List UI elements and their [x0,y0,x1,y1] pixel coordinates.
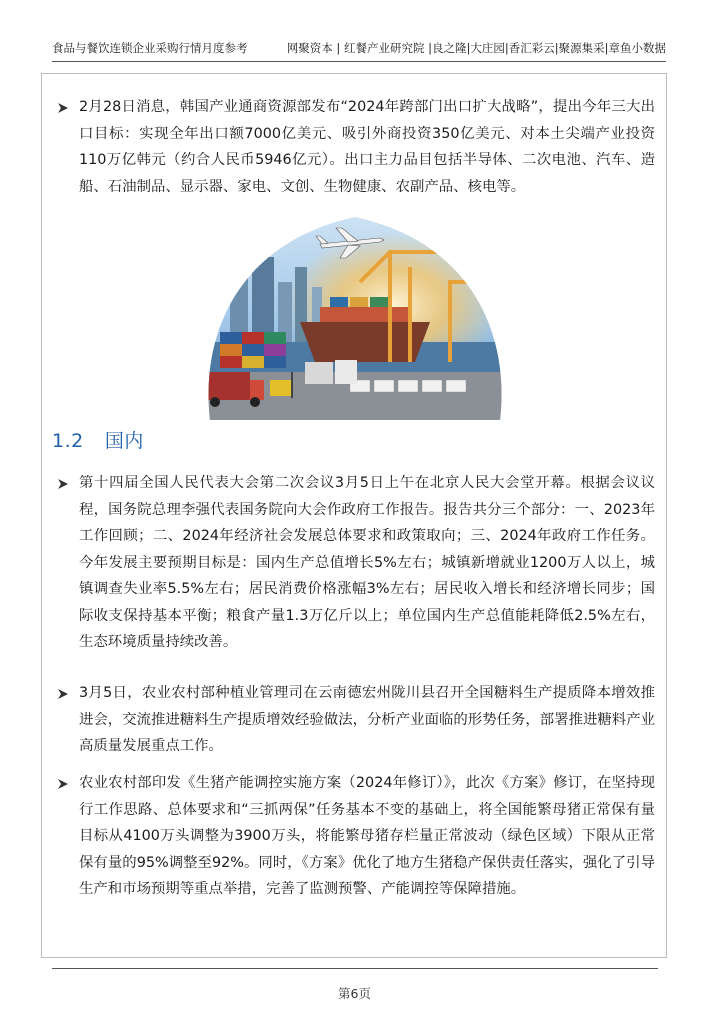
footer-divider [52,968,658,969]
paragraph-text: 农业农村部印发《生猪产能调控实施方案（2024年修订）》，此次《方案》修订，在坚持现行工作思路、总体要求和“三抓两保”任务基本不变的基础上，将全国能繁母猪正常保有量目标从4100万头调整为3900万头，将能繁母猪存栏量正常波动（绿色区域）下限从正常保有量的95%调整至92%。同时，《方案》优化了地方生猪稳产保供责任落实，强化了引导生产和市场预期等重点举措，完善了监测预警、产能调控等保障措施。 [79,775,655,897]
arrow-bullet-icon [57,470,71,496]
arrow-bullet-icon [57,770,71,796]
section-title: 国内 [104,430,144,452]
section-heading [52,426,144,453]
header-right-sources: 网聚资本 | 红餐产业研究院 |良之隆|大庄园|香汇彩云|聚源集采|章鱼小数据 [286,41,666,55]
trade-logistics-image [200,212,510,420]
arrow-bullet-icon [57,94,71,120]
page-number: 第6页 [338,986,371,1001]
paragraph-text: 2月28日消息，韩国产业通商资源部发布“2024年跨部门出口扩大战略”，提出今年三大出口目标：实现全年出口额7000亿美元、吸引外商投资350亿美元、对本土尖端产业投资110万亿韩元（约合人民币5946亿元）。出口主力品目包括半导体、二次电池、汽车、造船、石油制品、显示器、家电、文创、生物健康、农副产品、核电等。 [79,99,655,195]
paragraph-text: 3月5日，农业农村部种植业管理司在云南德宏州陇川县召开全国糖料生产提质降本增效推进会，交流推进糖料生产提质增效经验做法，分析产业面临的形势任务，部署推进糖料产业高质量发展重点工作。 [79,685,655,754]
paragraph-text: 第十四届全国人民代表大会第二次会议3月5日上午在北京人民大会堂开幕。根据会议议程，国务院总理李强代表国务院向大会作政府工作报告。报告共分三个部分：一、2023年工作回顾；二、2024年经济社会发展总体要求和政策取向；三、2024年政府工作任务。今年发展主要预期目标是：国内生产总值增长5%左右；城镇新增就业1200万人以上，城镇调查失业率5.5%左右；居民消费价格涨幅3%左右；居民收入增长和经济增长同步；国际收支保持基本平衡；粮食产量1.3万亿斤以上；单位国内生产总值能耗降低2.5%左右，生态环境质量持续改善。 [79,475,655,650]
arrow-bullet-icon [57,680,71,706]
header-divider [52,61,666,62]
paragraph-korea-export [57,94,655,200]
paragraph-sugar-meeting [57,680,655,760]
paragraph-npc-report [57,470,655,656]
section-number: 1.2 [52,430,84,452]
paragraph-pig-capacity-plan [57,770,655,903]
header-left-title: 食品与餐饮连锁企业采购行情月度参考 [52,41,248,55]
page-header [52,40,666,60]
